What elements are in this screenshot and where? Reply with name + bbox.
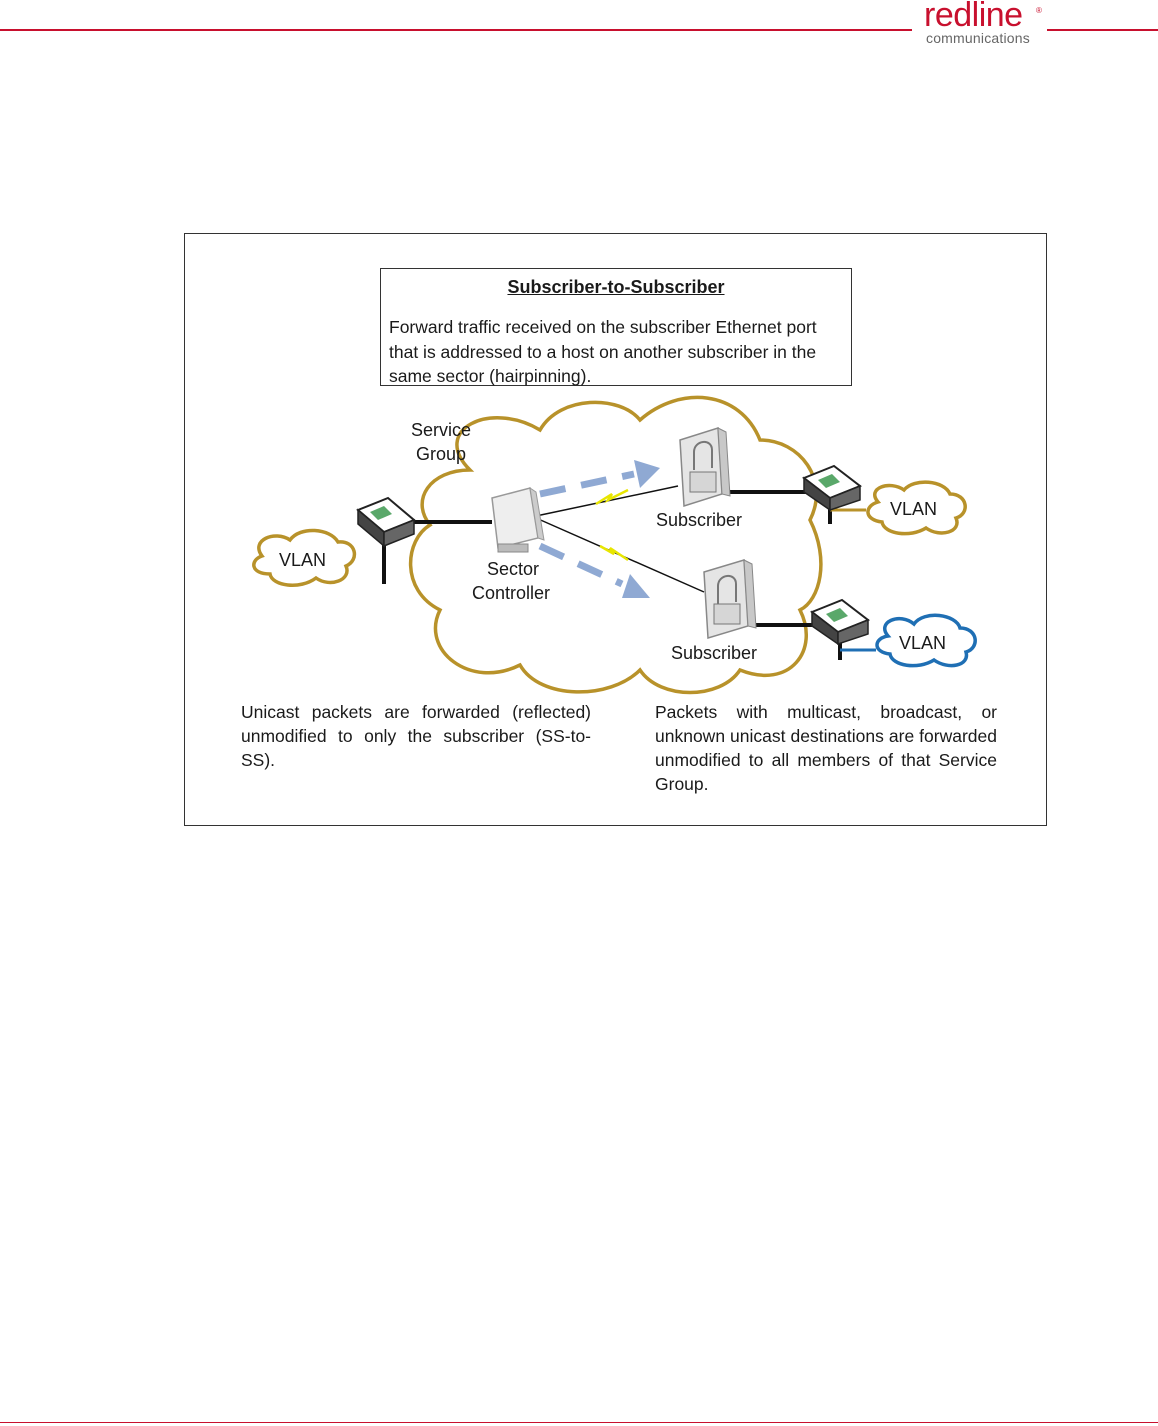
footer-rule	[0, 1422, 1158, 1423]
label-service-group-1: Service	[411, 420, 472, 440]
logo-word: redline	[924, 0, 1023, 34]
switch-right-bottom-icon	[812, 600, 868, 644]
label-service-group-2: Group	[416, 444, 467, 464]
label-subscriber-top: Subscriber	[656, 510, 743, 530]
description-right: Packets with multicast, broadcast, or unknown unicast destinations are forwarded unmodified to all members of that Service Group.	[655, 702, 997, 794]
subscriber-bottom-icon	[704, 560, 756, 638]
label-sector-2: Controller	[472, 583, 551, 603]
subscriber-top-icon	[680, 428, 730, 506]
switch-left-icon	[358, 498, 414, 546]
callout-body: Forward traffic received on the subscriber Ethernet port that is addressed to a host on another subscriber in the same sector (hairpinning).	[389, 317, 817, 386]
sector-controller-icon	[492, 488, 544, 552]
arrow-head-top	[634, 460, 660, 488]
label-subscriber-bottom: Subscriber	[671, 643, 758, 663]
logo-registered-mark: ®	[1036, 6, 1042, 15]
callout-box	[380, 268, 852, 386]
label-vlan-right-top: VLAN	[890, 499, 938, 519]
label-sector-1: Sector	[487, 559, 540, 579]
dashed-arrow-top-shaft	[540, 474, 634, 494]
service-group-cloud	[411, 397, 821, 692]
label-vlan-right-bottom: VLAN	[899, 633, 947, 653]
logo-subtitle: communications	[926, 30, 1030, 46]
callout-title: Subscriber-to-Subscriber	[507, 277, 725, 297]
arrow-head-bottom	[622, 574, 650, 598]
lightning-icon-bottom	[600, 546, 628, 560]
label-vlan-left: VLAN	[279, 550, 327, 570]
description-left: Unicast packets are forwarded (reflected) unmodified to only the subscriber (SS-to-SS).	[241, 702, 591, 770]
